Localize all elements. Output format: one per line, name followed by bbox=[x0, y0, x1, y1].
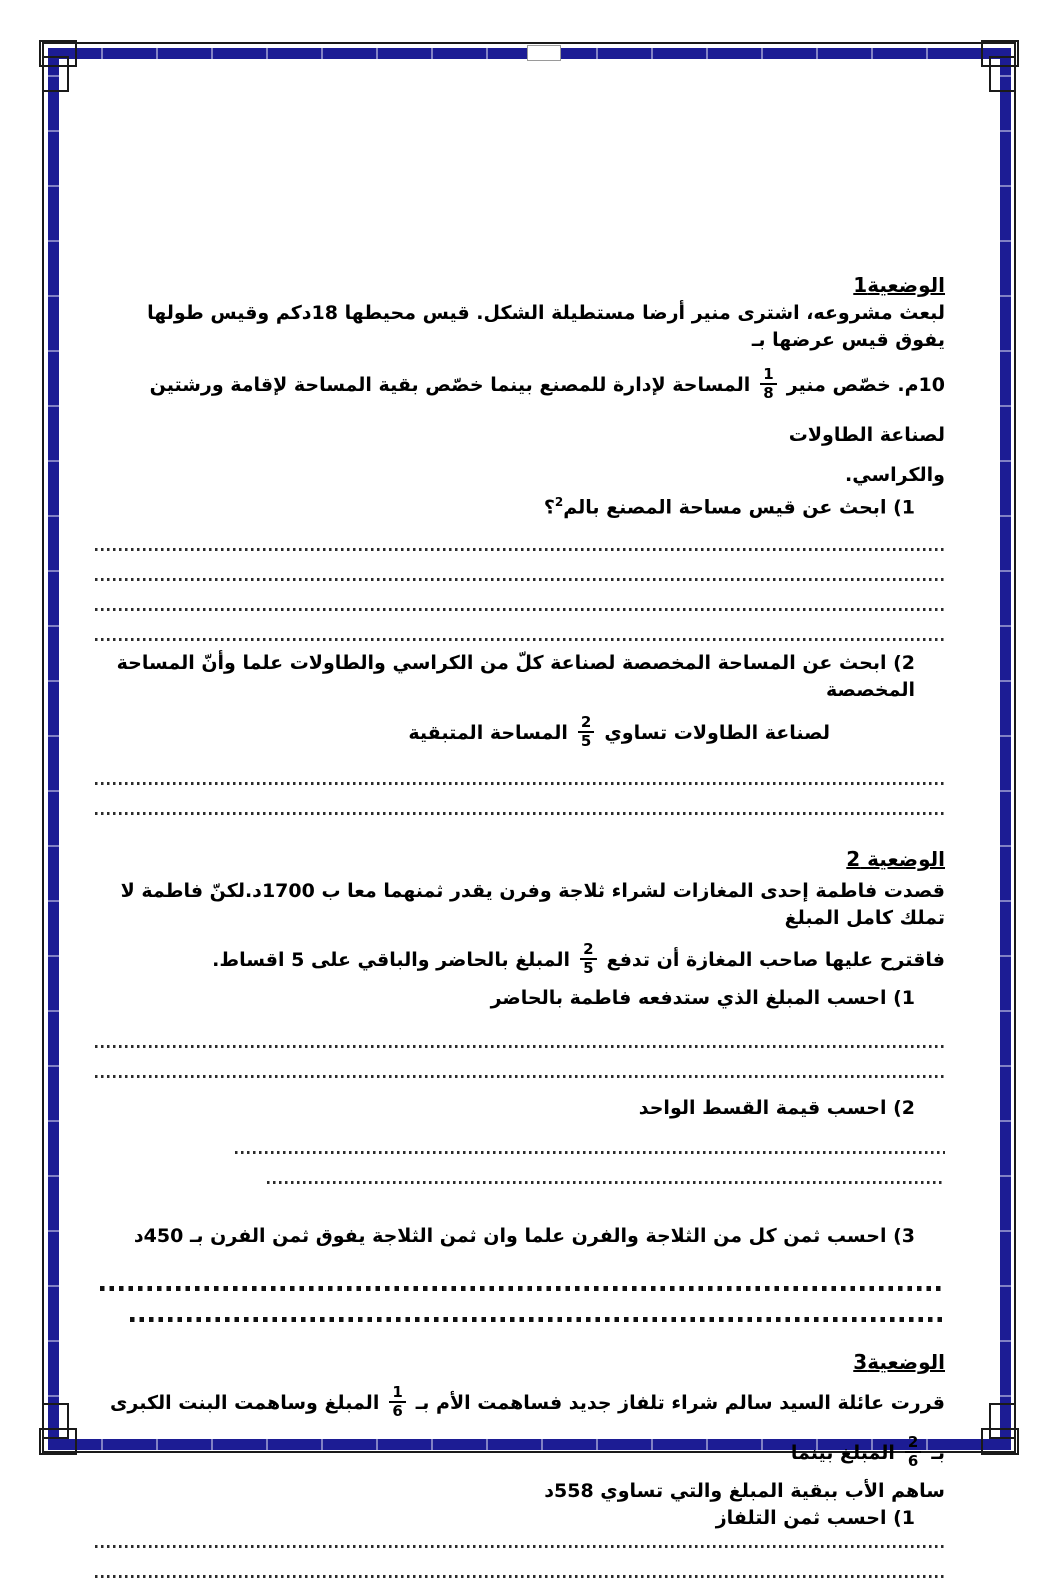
section-2-text-line: قصدت فاطمة إحدى المغازات لشراء ثلاجة وفرن يقدر ثمنهما معا ب 1700د.لكنّ فاطمة لا تملك كامل المبلغ bbox=[120, 880, 945, 930]
section-1 bbox=[95, 272, 945, 815]
answer-line bbox=[95, 1075, 945, 1078]
answer-line bbox=[95, 1545, 945, 1548]
answer-line bbox=[95, 548, 945, 551]
answer-line bbox=[95, 1045, 945, 1048]
answer-line bbox=[95, 638, 945, 641]
fraction-denominator: 5 bbox=[580, 731, 592, 750]
fraction-numerator: 2 bbox=[578, 714, 594, 733]
text-segment: 10م. خصّص منير bbox=[786, 374, 945, 396]
section-1-title: الوضعية1 bbox=[853, 273, 945, 297]
section-1-text-line: والكراسي. bbox=[845, 464, 945, 486]
section-2-question-1: 1) احسب المبلغ الذي ستدفعه فاطمة بالحاضر bbox=[490, 987, 915, 1010]
section-3 bbox=[95, 1349, 945, 1578]
section-1-question-2-line-2 bbox=[95, 708, 945, 758]
corner-ornament bbox=[42, 56, 69, 92]
text-segment: 1) ابحث عن قيس مساحة المصنع بالم bbox=[563, 496, 915, 519]
fraction-1-8 bbox=[760, 366, 776, 401]
section-1-text-line: لبعث مشروعه، اشترى منير أرضا مستطيلة الشكل. قيس محيطها 18دكم وقيس طولها يفوق قيس عرضها بـ bbox=[147, 302, 945, 351]
section-2-title: الوضعية 2 bbox=[846, 847, 945, 872]
text-segment: المبلغ بينما bbox=[790, 1442, 895, 1465]
text-segment: ؟ bbox=[543, 496, 555, 519]
corner-ornament bbox=[42, 1403, 69, 1439]
answer-line bbox=[95, 812, 945, 815]
answer-line bbox=[235, 1151, 945, 1154]
text-segment: فاقترح عليها صاحب المغازة أن تدفع bbox=[606, 949, 945, 972]
fraction-2-5 bbox=[578, 714, 594, 749]
section-1-question-1 bbox=[95, 489, 945, 521]
fraction-numerator: 2 bbox=[905, 1434, 921, 1453]
fraction-1-6 bbox=[389, 1384, 405, 1419]
superscript-2: 2 bbox=[554, 495, 564, 509]
answer-line bbox=[95, 608, 945, 611]
fraction-denominator: 6 bbox=[907, 1451, 919, 1470]
fraction-denominator: 5 bbox=[583, 958, 594, 977]
text-segment: لصناعة الطاولات تساوي bbox=[604, 722, 830, 745]
fraction-numerator: 2 bbox=[580, 941, 596, 960]
text-segment: المبلغ بالحاضر والباقي على 5 اقساط. bbox=[212, 949, 571, 972]
section-3-text-line: ساهم الأب ببقية المبلغ والتي تساوي 558د bbox=[544, 1480, 945, 1503]
section-3-text-line bbox=[95, 1378, 945, 1478]
section-2-question-2: 2) احسب قيمة القسط الواحد bbox=[638, 1097, 915, 1120]
answer-line bbox=[95, 782, 945, 785]
section-2-text-line bbox=[95, 935, 945, 985]
section-1-question-2: 2) ابحث عن المساحة المخصصة لصناعة كلّ من الكراسي والطاولات علما وأنّ المساحة المخصصة bbox=[116, 652, 915, 702]
answer-line bbox=[267, 1181, 945, 1184]
fraction-2-5 bbox=[580, 941, 596, 976]
section-2-question-3: 3) احسب ثمن كل من الثلاجة والفرن علما وان ثمن الثلاجة يفوق ثمن الفرن بـ 450د bbox=[133, 1225, 915, 1248]
section-2 bbox=[95, 846, 945, 1322]
answer-line-bold bbox=[130, 1317, 945, 1322]
answer-line bbox=[95, 578, 945, 581]
corner-ornament bbox=[989, 56, 1016, 92]
fraction-numerator: 1 bbox=[760, 366, 776, 385]
text-segment: المبلغ وساهمت البنت الكبرى بـ bbox=[110, 1392, 945, 1465]
fraction-2-6 bbox=[905, 1434, 921, 1469]
text-segment: المساحة المتبقية bbox=[408, 722, 568, 745]
frame-bar-right bbox=[1000, 48, 1011, 1450]
corner-ornament bbox=[989, 1403, 1016, 1439]
text-segment: المساحة لإدارة للمصنع بينما خصّص بقية المساحة لإقامة ورشتين لصناعة الطاولات bbox=[149, 374, 945, 446]
worksheet-content bbox=[95, 0, 945, 1578]
text-segment: قررت عائلة السيد سالم شراء تلفاز جديد فساهمت الأم بـ bbox=[415, 1392, 945, 1415]
section-3-question-1: 1) احسب ثمن التلفاز bbox=[715, 1507, 915, 1530]
fraction-numerator: 1 bbox=[389, 1384, 405, 1403]
section-3-title: الوضعية3 bbox=[853, 1350, 945, 1375]
answer-line-bold bbox=[100, 1286, 945, 1291]
section-1-text-line bbox=[95, 360, 945, 460]
frame-bar-left bbox=[48, 48, 59, 1450]
fraction-denominator: 6 bbox=[392, 1401, 403, 1420]
fraction-denominator: 8 bbox=[763, 383, 774, 402]
